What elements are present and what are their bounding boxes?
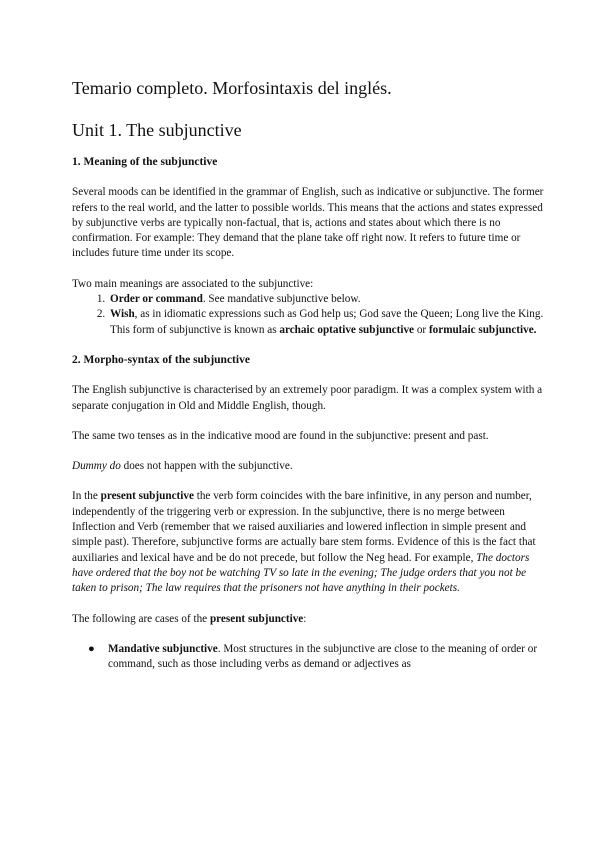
paragraph-present-subjunctive: In the present subjunctive the verb form coincides with the bare infinitive, in any person and number, independently of the triggering verb or expression. In the subjunctive, there is no merge between Inflection and Verb (remember that we raised auxiliaries and lowered inflection in simple present and simple past). Therefore, subjunctive forms are actually bare stem forms. Evidence of this is the fact that auxiliaries and lexical have and be do not precede, but follow the Neg head. For example, The doctors have ordered that the boy not be watching TV so late in the evening; The judge orders that you not be taken to prison; The law requires that the prisoners not have anything in their pockets.: [72, 490, 536, 595]
term-formulaic: formulaic subjunctive.: [428, 323, 537, 336]
paragraph-paradigm: The English subjunctive is characterised by an extremely poor paradigm. It was a complex system with a separate conjugation in Old and Middle English, though.: [72, 384, 543, 412]
cases-list: [72, 642, 544, 673]
term-mandative: Mandative subjunctive: [108, 642, 218, 655]
document-title: Temario completo. Morfosintaxis del inglés.: [72, 78, 392, 98]
unit-title: Unit 1. The subjunctive: [72, 120, 242, 140]
term-archaic-optative: archaic optative subjunctive: [279, 323, 415, 336]
paragraph-moods: Several moods can be identified in the grammar of English, such as indicative or subjunctive. The former refers to the real world, and the latter to possible worlds. This means that the actions and states expressed by subjunctive verbs are typically non-factual, that is, actions and states about which there is no confirmation. For example: They demand that the plane take off right now. It refers to future time or includes future time under its scope.: [72, 186, 544, 260]
paragraph-tenses: The same two tenses as in the indicative mood are found in the subjunctive: present and past.: [72, 429, 489, 442]
term-order-command: Order or command: [110, 293, 203, 306]
list-item: 2. Wish, as in idiomatic expressions such as God help us; God save the Queen; Long live the King. This form of subjunctive is known as archaic optative subjunctive or formulaic subjunctive.: [108, 307, 544, 338]
paragraph-cases: The following are cases of the present subjunctive:: [72, 612, 307, 625]
section-heading-morpho-syntax: 2. Morpho-syntax of the subjunctive: [72, 353, 250, 366]
list-item: ● Mandative subjunctive. Most structures in the subjunctive are close to the meaning of order or command, such as those including verbs as demand or adjectives as: [88, 642, 538, 671]
list-item: 1. Order or command. See mandative subjunctive below.: [108, 292, 544, 307]
term-wish: Wish: [110, 308, 135, 321]
example-sentences: The doctors have ordered that the boy not be watching TV so late in the evening; The judge orders that you not be taken to prison; The law requires that the prisoners not have anything in their pockets.: [72, 551, 530, 595]
section-heading-meaning: 1. Meaning of the subjunctive: [72, 156, 218, 168]
document-body: [72, 155, 544, 672]
paragraph-dummy-do: Dummy do does not happen with the subjunctive.: [72, 460, 293, 473]
bullet-icon: ●: [88, 642, 95, 655]
meanings-list: [72, 292, 544, 338]
paragraph-two-meanings: Two main meanings are associated to the subjunctive:: [72, 277, 314, 290]
